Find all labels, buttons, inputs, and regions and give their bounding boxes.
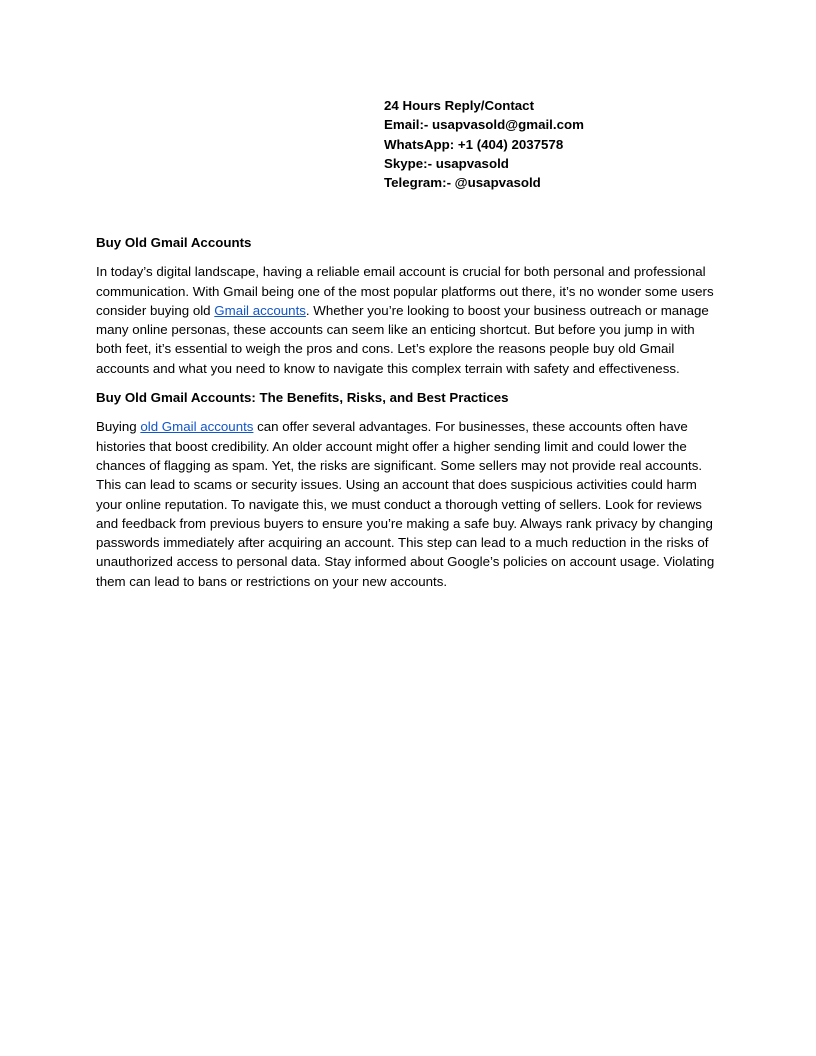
section-heading-benefits-risks: Buy Old Gmail Accounts: The Benefits, Risks, and Best Practices (96, 390, 509, 406)
contact-reply-line: 24 Hours Reply/Contact (384, 98, 534, 113)
intro-paragraph (96, 262, 720, 378)
intro-text-start: In today’s digital landscape, having a reliable email account is crucial for both personal and professional communication. With Gmail being one of the most popular platforms out there, it’s no wonder some users consider buying old (96, 264, 714, 318)
gmail-accounts-link[interactable]: Gmail accounts (214, 302, 306, 318)
article-body (96, 233, 720, 601)
contact-skype-line: Skype:- usapvasold (384, 155, 509, 171)
contact-telegram-line: Telegram:- @usapvasold (384, 175, 541, 191)
benefits-paragraph (96, 417, 720, 591)
benefits-text-end: can offer several advantages. For businesses, these accounts often have histories that boost credibility. An older account might offer a higher sending limit and could lower the chances of flagging as spam. Yet, the risks are significant. Some sellers may not provide real accounts. This can lead to scams or security issues. Using an account that does suspicious activities could harm your online reputation. To navigate this, we must conduct a thorough vetting of sellers. Look for reviews and feedback from previous buyers to ensure you’re making a safe buy. Always rank privacy by changing passwords immediately after acquiring an account. This step can lead to a much reduction in the risks of unauthorized access to personal data. Stay informed about Google’s policies on account usage. Violating them can lead to bans or restrictions on your new accounts. (96, 419, 715, 589)
old-gmail-accounts-link[interactable]: old Gmail accounts (140, 419, 254, 435)
section-heading-buy-old-gmail: Buy Old Gmail Accounts (96, 235, 252, 250)
intro-text-end: . Whether you’re looking to boost your business outreach or manage many online personas, these accounts can seem like an enticing shortcut. But before you jump in with both feet, it’s essential to weigh the pros and cons. Let’s explore the reasons people buy old Gmail accounts and what you need to know to navigate this complex terrain with safety and effectiveness. (96, 302, 709, 376)
contact-block (384, 96, 724, 192)
contact-whatsapp-line: WhatsApp: +1 (404) 2037578 (384, 136, 564, 152)
contact-email-line: Email:- usapvasold@gmail.com (384, 117, 584, 133)
benefits-text-start: Buying (96, 419, 141, 435)
